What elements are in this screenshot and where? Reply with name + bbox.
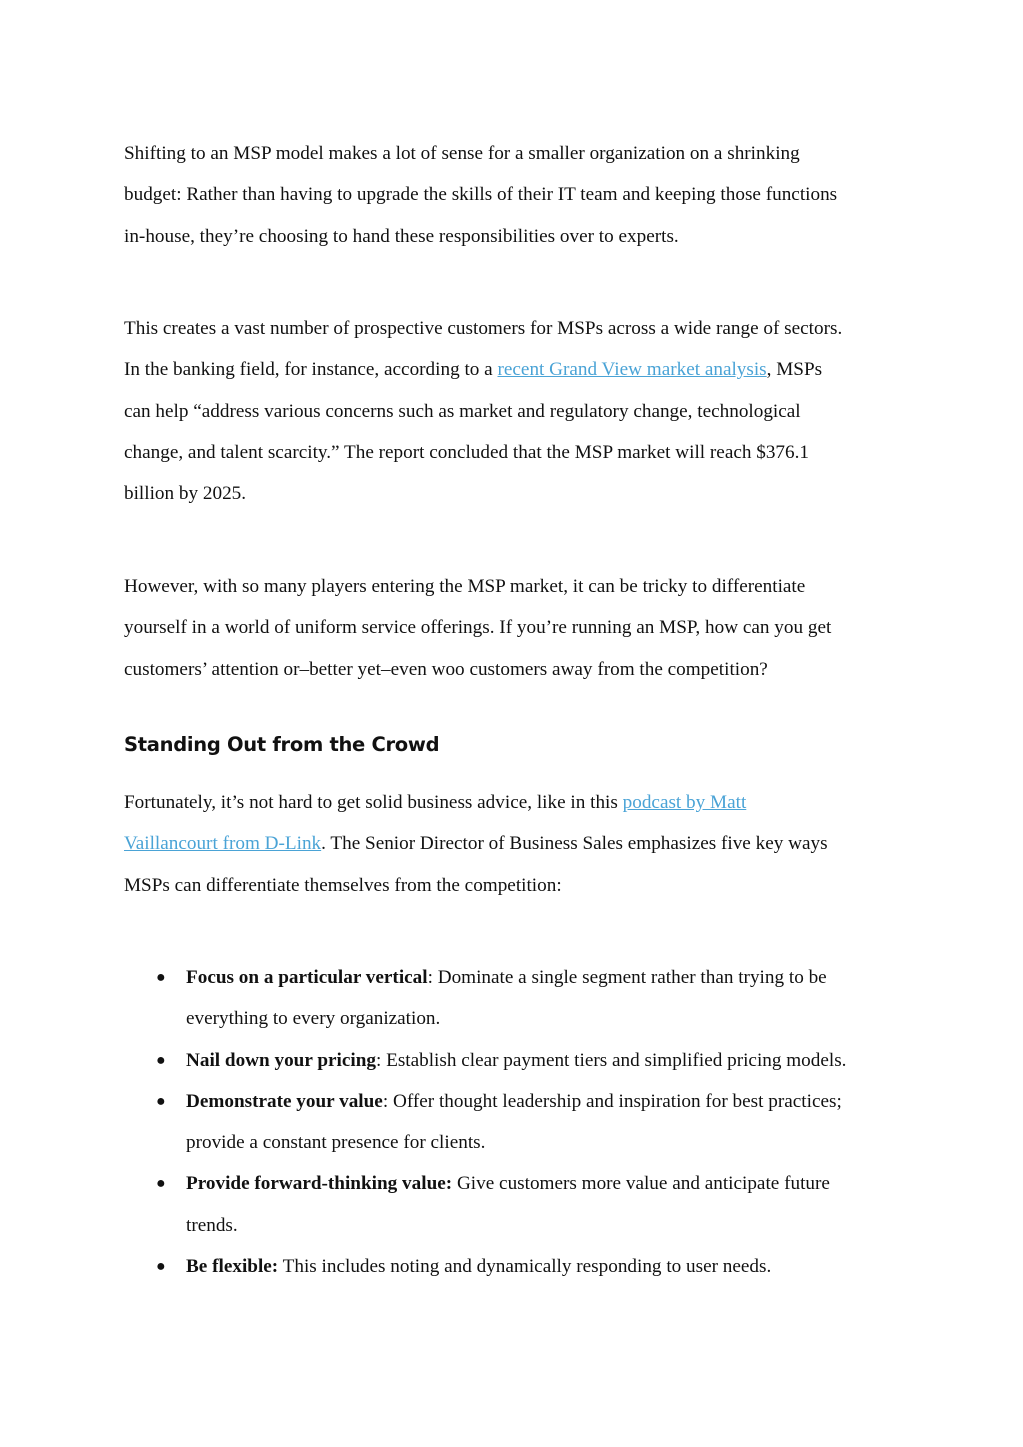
text-line — [124, 349, 914, 390]
text-line: yourself in a world of uniform service offerings. If you’re running an MSP, how can you get — [124, 617, 832, 639]
podcast-link[interactable]: podcast by Matt — [622, 792, 747, 813]
list-item-text: : Dominate a single segment rather than trying to be — [427, 967, 827, 988]
text-line: trends. — [186, 1214, 238, 1236]
list-item — [124, 1163, 914, 1246]
podcast-link-continued[interactable]: Vaillancourt from D-Link — [124, 833, 322, 855]
text-line: can help “address various concerns such as market and regulatory change, technological — [124, 400, 801, 422]
bullet-icon: ● — [156, 969, 166, 986]
list-item-text: Give customers more value and anticipate future — [452, 1173, 830, 1195]
paragraph-prospective-customers — [124, 308, 914, 514]
list-item — [124, 957, 914, 1040]
key-ways-list — [124, 957, 914, 1287]
grand-view-analysis-link[interactable]: recent Grand View market analysis — [497, 359, 767, 381]
text-line: everything to every organization. — [186, 1008, 441, 1030]
paragraph-business-advice — [124, 782, 914, 906]
text-line: provide a constant presence for clients. — [186, 1132, 486, 1154]
text-line: billion by 2025. — [124, 483, 247, 505]
text-fragment: In the banking field, for instance, according to a — [124, 359, 498, 381]
bullet-icon: ● — [156, 1258, 166, 1276]
list-item-title: Demonstrate your value — [186, 1090, 383, 1112]
text-line: budget: Rather than having to upgrade the skills of their IT team and keeping those functions — [124, 184, 838, 206]
list-item-title: Focus on a particular vertical — [186, 967, 428, 988]
text-line: in-house, they’re choosing to hand these responsibilities over to experts. — [124, 225, 679, 247]
text-fragment: Fortunately, it’s not hard to get solid business advice, like in this — [124, 792, 623, 813]
text-line: MSPs can differentiate themselves from the competition: — [124, 874, 562, 896]
bullet-icon: ● — [156, 1092, 166, 1110]
text-line — [186, 1246, 914, 1287]
list-item — [124, 1246, 914, 1287]
text-line — [186, 1081, 914, 1122]
list-item — [124, 1040, 914, 1081]
list-item-text: : Offer thought leadership and inspiration for best practices; — [382, 1090, 842, 1112]
text-line: Shifting to an MSP model makes a lot of sense for a smaller organization on a shrinking — [124, 143, 800, 164]
text-fragment: . The Senior Director of Business Sales emphasizes five key ways — [321, 833, 828, 855]
text-line: change, and talent scarcity.” The report concluded that the MSP market will reach $376.1 — [124, 441, 810, 463]
text-line — [124, 823, 914, 864]
section-heading: Standing Out from the Crowd — [124, 733, 440, 756]
text-line: However, with so many players entering the MSP market, it can be tricky to differentiate — [124, 576, 806, 597]
list-item-text: This includes noting and dynamically responding to user needs. — [278, 1256, 772, 1278]
text-line — [186, 1163, 914, 1204]
bullet-icon: ● — [156, 1175, 166, 1193]
paragraph-msp-model — [124, 133, 914, 257]
paragraph-differentiation — [124, 566, 914, 690]
list-item — [124, 1081, 914, 1164]
text-line: customers’ attention or–better yet–even woo customers away from the competition? — [124, 658, 768, 680]
text-line — [124, 782, 914, 823]
text-line — [186, 957, 914, 998]
bullet-icon: ● — [156, 1051, 166, 1069]
list-item-text: : Establish clear payment tiers and simplified pricing models. — [375, 1049, 847, 1071]
text-line — [186, 1040, 914, 1081]
list-item-title: Nail down your pricing — [186, 1049, 376, 1071]
list-item-title: Be flexible: — [186, 1256, 279, 1278]
text-line: This creates a vast number of prospective customers for MSPs across a wide range of sectors. — [124, 318, 843, 339]
text-fragment: , MSPs — [766, 359, 823, 381]
list-item-title: Provide forward-thinking value: — [186, 1173, 453, 1195]
